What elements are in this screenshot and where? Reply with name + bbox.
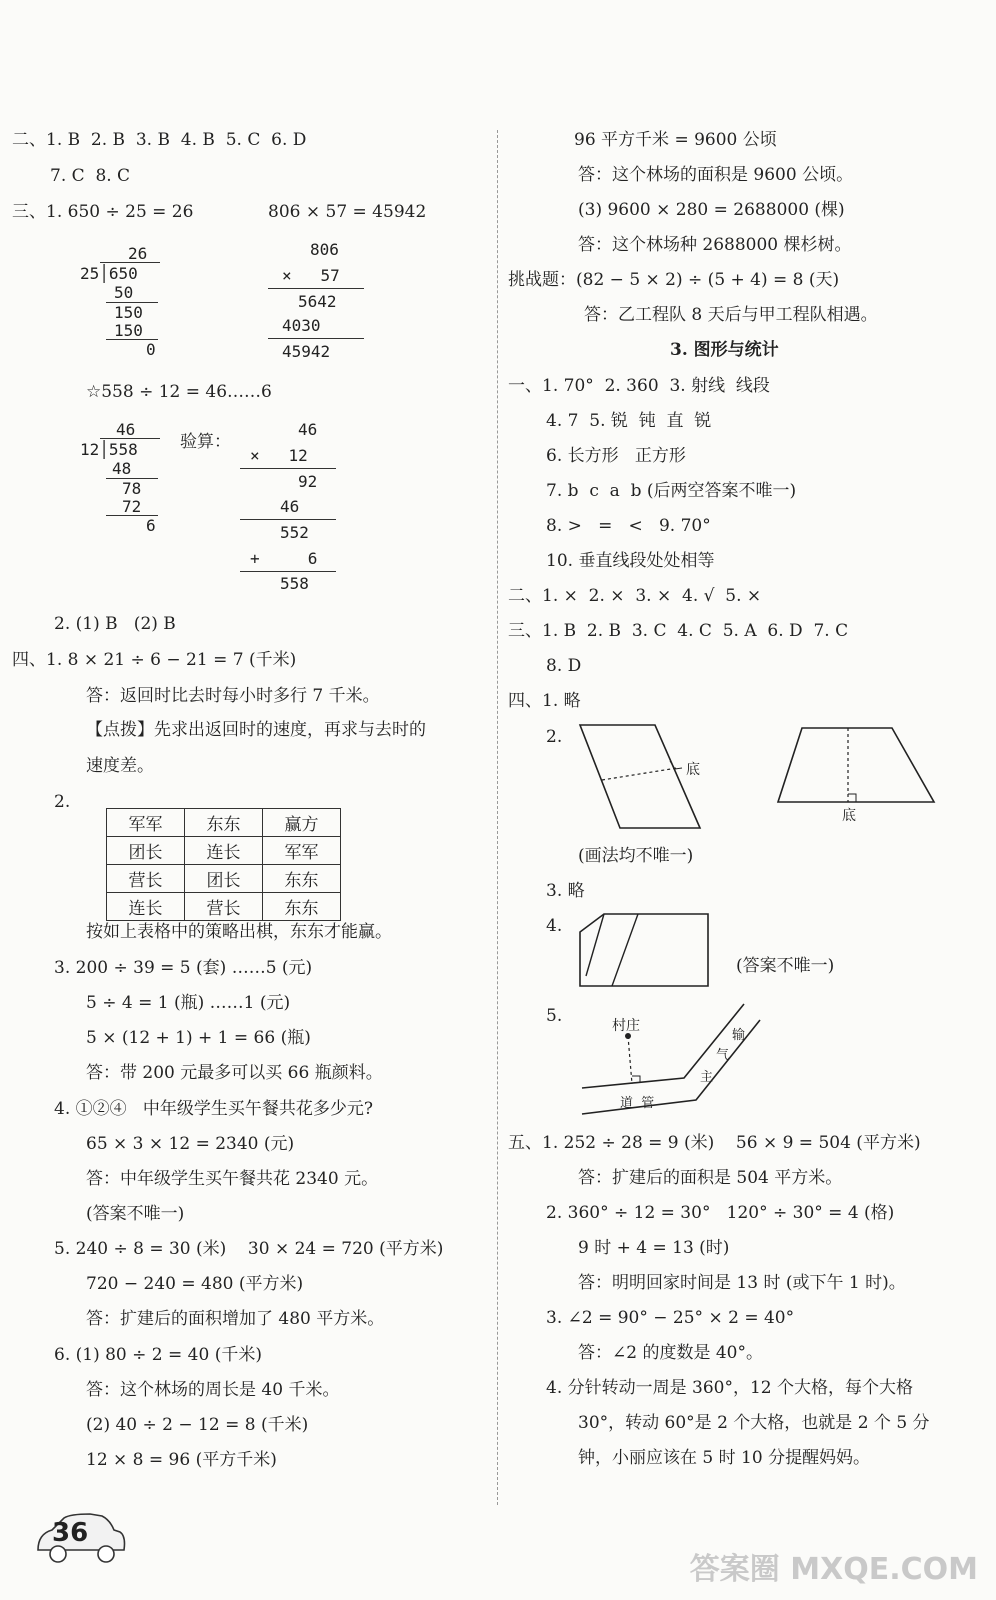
check-label: 验算： <box>180 432 231 452</box>
div2-quotient: 46 <box>116 420 136 439</box>
mul2-result: 558 <box>280 574 309 593</box>
r-line4: 答：这个林场种 2688000 棵杉树。 <box>578 235 852 255</box>
mul2-partial2: 46 <box>280 497 300 516</box>
table-cell: 东东 <box>263 893 341 921</box>
r-line2: 答：这个林场的面积是 9600 公顷。 <box>578 165 854 185</box>
section4-item3c: 5 × (12 + 1) + 1 = 66 (瓶) <box>86 1028 311 1048</box>
part5-item2: 2. 360° ÷ 12 = 30° 120° ÷ 30° = 4 (格) <box>546 1203 895 1223</box>
section4-item3a: 3. 200 ÷ 39 = 5 (套) ……5 (元) <box>54 958 313 978</box>
pipe-label-1: 输 <box>732 1028 746 1043</box>
div2-step1: 48 <box>112 459 132 478</box>
part4-item2-note: (画法均不唯一) <box>578 846 694 866</box>
table-cell: 赢方 <box>263 809 341 837</box>
div1-bar <box>100 262 160 263</box>
part5-item4-line1: 4. 分针转动一周是 360°，12 个大格，每个大格 <box>546 1378 914 1398</box>
challenge-line: 挑战题：(82 − 5 × 2) ÷ (5 + 4) = 8 (天) <box>508 270 840 290</box>
part4-line1: 四、1. 略 <box>508 691 581 711</box>
part1-line1: 一、1. 70° 2. 360 3. 射线 线段 <box>508 376 770 396</box>
mul1-partial2: 4030 <box>282 316 321 335</box>
part3-line1: 三、1. B 2. B 3. C 4. C 5. A 6. D 7. C <box>508 621 849 641</box>
part5-item3-answer: 答：∠2 的度数是 40°。 <box>578 1343 763 1363</box>
div2-dividend: 12│558 <box>80 440 138 459</box>
r-line3: (3) 9600 × 280 = 2688000 (棵) <box>578 200 845 220</box>
table-cell: 营长 <box>185 893 263 921</box>
column-divider <box>497 130 498 1505</box>
section4-item5a: 5. 240 ÷ 8 = 30 (米) 30 × 24 = 720 (平方米) <box>54 1239 444 1259</box>
table-cell: 营长 <box>107 865 185 893</box>
section4-item6d: 12 × 8 = 96 (平方千米) <box>86 1450 277 1470</box>
section4-item4b: 65 × 3 × 12 = 2340 (元) <box>86 1134 295 1154</box>
section4-item4c: 答：中年级学生买午餐共花 2340 元。 <box>86 1169 379 1189</box>
section4-item5c: 答：扩建后的面积增加了 480 平方米。 <box>86 1309 385 1329</box>
section4-item6a: 6. (1) 80 ÷ 2 = 40 (千米) <box>54 1345 262 1365</box>
mul1-rule1 <box>268 288 364 289</box>
table-cell: 军军 <box>263 837 341 865</box>
part5-item2b: 9 时 + 4 = 13 (时) <box>578 1238 730 1258</box>
mul2-add: + 6 <box>250 549 318 568</box>
part4-item3: 3. 略 <box>546 881 585 901</box>
part5-item1-answer: 答：扩建后的面积是 504 平方米。 <box>578 1168 843 1188</box>
section4-item1-answer: 答：返回时比去时每小时多行 7 千米。 <box>86 686 380 706</box>
div1-step3: 150 <box>114 321 143 340</box>
part1-line5: 8. > = < 9. 70° <box>546 516 711 536</box>
part5-item2-answer: 答：明明回家时间是 13 时 (或下午 1 时)。 <box>578 1273 906 1293</box>
section4-item1-tip2: 速度差。 <box>86 756 154 776</box>
part2-line: 二、1. × 2. × 3. × 4. √ 5. × <box>508 586 762 606</box>
table-row <box>107 893 341 921</box>
part4-item4-label: 4. <box>546 916 563 936</box>
part4-item5-label: 5. <box>546 1006 563 1026</box>
section4-item6b: 答：这个林场的周长是 40 千米。 <box>86 1380 340 1400</box>
section4-item2: 2. <box>54 792 71 812</box>
mul1-factor: × 57 <box>282 266 340 285</box>
trapezoid-diagram <box>774 724 939 806</box>
mul2-rule1 <box>240 468 336 469</box>
section4-item1: 四、1. 8 × 21 ÷ 6 − 21 = 7 (千米) <box>12 650 297 670</box>
div2-step2: 78 <box>122 479 142 498</box>
mul2-top: 46 <box>298 420 318 439</box>
div2-step3: 72 <box>122 497 142 516</box>
mul2-rule3 <box>240 571 336 572</box>
section-heading: 3. 图形与统计 <box>670 340 779 360</box>
part3-line2: 8. D <box>546 656 582 676</box>
section4-item4a: 4. ①②④ 中年级学生买午餐共花多少元? <box>54 1099 373 1119</box>
table-cell: 连长 <box>107 893 185 921</box>
mul1-product: 45942 <box>282 342 331 361</box>
table-cell: 东东 <box>263 865 341 893</box>
section2-line2: 7. C 8. C <box>50 166 131 186</box>
part5-item4-line3: 钟，小丽应该在 5 时 10 分提醒妈妈。 <box>578 1448 871 1468</box>
table-cell: 军军 <box>107 809 185 837</box>
div2-bar <box>100 438 160 439</box>
div2-remainder: 6 <box>146 516 156 535</box>
part1-line2: 4. 7 5. 锐 钝 直 锐 <box>546 411 712 431</box>
section4-item2-note: 按如上表格中的策略出棋，东东才能赢。 <box>86 922 392 942</box>
part1-line6: 10. 垂直线段处处相等 <box>546 551 715 571</box>
pipe-label-3: 主 <box>700 1070 714 1085</box>
star-problem: ☆558 ÷ 12 = 46……6 <box>86 382 272 402</box>
base-label-1: 底 <box>686 762 700 778</box>
section4-item5b: 720 − 240 = 480 (平方米) <box>86 1274 304 1294</box>
section4-item1-tip1: 【点拨】先求出返回时的速度，再求与去时的 <box>86 720 426 740</box>
cut-rectangle-diagram <box>576 910 716 990</box>
section3-line1a: 三、1. 650 ÷ 25 = 26 <box>12 202 194 222</box>
table-cell: 连长 <box>185 837 263 865</box>
section2-line1: 二、1. B 2. B 3. B 4. B 5. C 6. D <box>12 130 307 150</box>
mul2-partial1: 92 <box>298 472 318 491</box>
mul2-sum: 552 <box>280 523 309 542</box>
challenge-answer: 答：乙工程队 8 天后与甲工程队相遇。 <box>584 305 878 325</box>
part5-item4-line2: 30°，转动 60°是 2 个大格，也就是 2 个 5 分 <box>578 1413 930 1433</box>
mul1-top: 806 <box>310 240 339 259</box>
pipe-label-2: 气 <box>716 1048 730 1063</box>
part4-item4-note: (答案不唯一) <box>736 956 835 976</box>
div1-dividend: 25│650 <box>80 264 138 283</box>
village-label: 村庄 <box>612 1018 640 1034</box>
div1-quotient: 26 <box>128 244 148 263</box>
table-row <box>107 837 341 865</box>
section4-item3d: 答：带 200 元最多可以买 66 瓶颜料。 <box>86 1063 383 1083</box>
section3-line1b: 806 × 57 = 45942 <box>268 202 427 222</box>
base-label-2: 底 <box>842 808 856 824</box>
section3-item2: 2. (1) B (2) B <box>54 614 176 634</box>
table-cell: 东东 <box>185 809 263 837</box>
mul2-rule2 <box>240 519 336 520</box>
mul1-rule2 <box>268 338 364 339</box>
strategy-table <box>106 808 341 921</box>
r-line1: 96 平方千米 = 9600 公顷 <box>574 130 777 150</box>
div1-remainder: 0 <box>146 340 156 359</box>
part5-item3: 3. ∠2 = 90° − 25° × 2 = 40° <box>546 1308 795 1328</box>
part1-line3: 6. 长方形 正方形 <box>546 446 686 466</box>
mul2-factor: × 12 <box>250 446 308 465</box>
village-pipe-diagram <box>576 1000 776 1118</box>
part4-item2-label: 2. <box>546 727 563 747</box>
table-row <box>107 865 341 893</box>
section4-item3b: 5 ÷ 4 = 1 (瓶) ……1 (元) <box>86 993 291 1013</box>
section4-item4d: (答案不唯一) <box>86 1204 185 1224</box>
page-number: 36 <box>52 1518 89 1548</box>
table-cell: 团长 <box>185 865 263 893</box>
part1-line4: 7. b c a b (后两空答案不唯一) <box>546 481 797 501</box>
div1-step1: 50 <box>114 283 134 302</box>
part5-item1: 五、1. 252 ÷ 28 = 9 (米) 56 × 9 = 504 (平方米) <box>508 1133 921 1153</box>
table-row <box>107 809 341 837</box>
watermark-logo: 答案圈 MXQE.COM <box>689 1552 978 1587</box>
pipe-label-4: 道 管 <box>620 1096 655 1111</box>
div1-step2: 150 <box>114 303 143 322</box>
mul1-partial1: 5642 <box>298 292 337 311</box>
section4-item6c: (2) 40 ÷ 2 − 12 = 8 (千米) <box>86 1415 309 1435</box>
table-cell: 团长 <box>107 837 185 865</box>
